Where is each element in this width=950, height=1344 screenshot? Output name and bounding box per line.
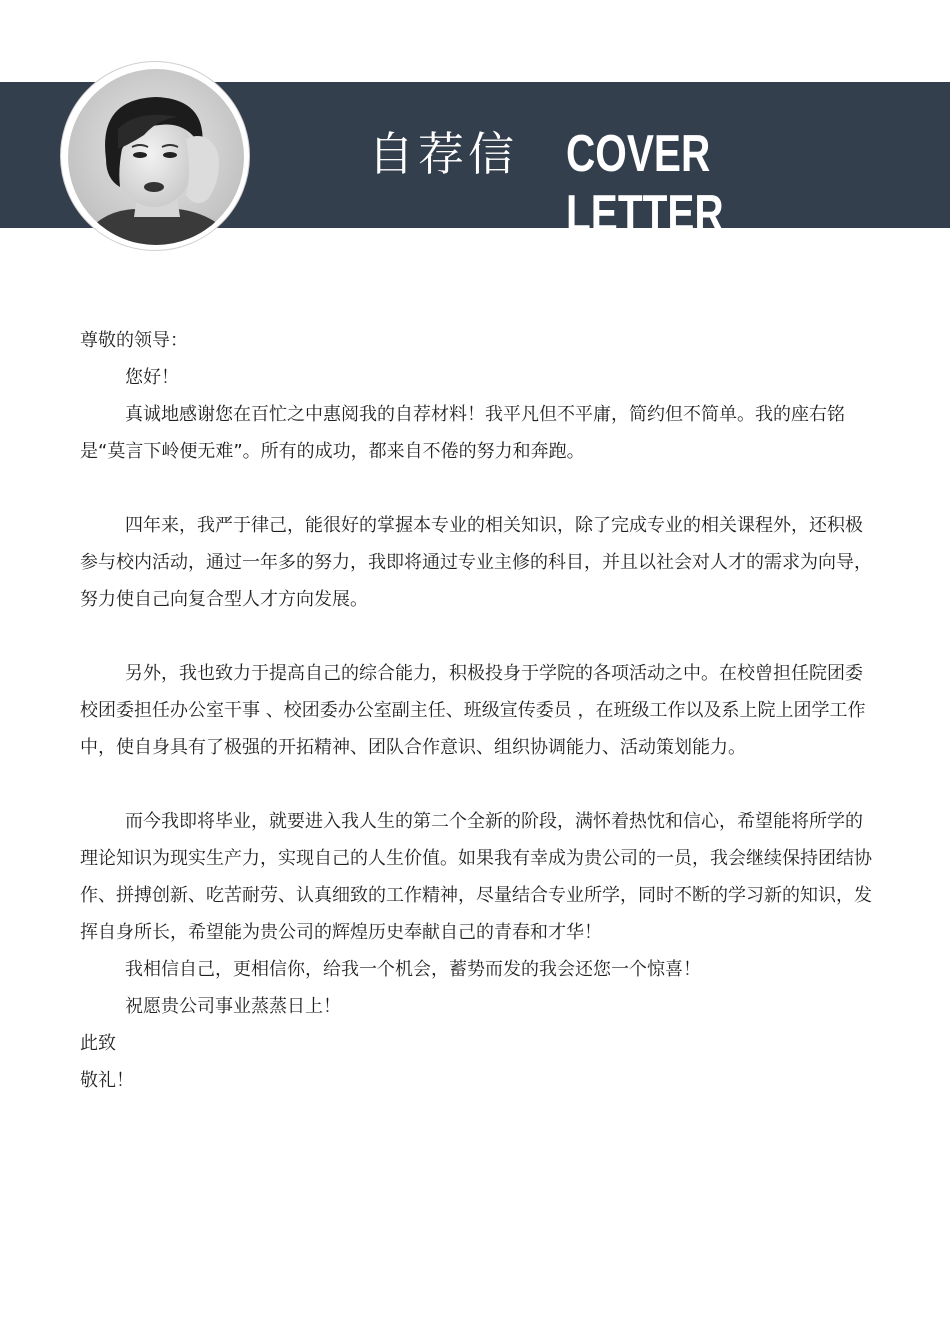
page-title-chinese: 自荐信 <box>368 127 518 181</box>
closing-1: 此致 <box>80 1033 116 1054</box>
paragraph-4: 而今我即将毕业，就要进入我人生的第二个全新的阶段，满怀着热忱和信心，希望能将所学的理论知识为现实生产力，实现自己的人生价值。如果我有幸成为贵公司的一员，我会继续保持团结协作、拼搏创新、吃苦耐劳、认真细致的工作精神，尽量结合专业所学，同时不断的学习新的知识，发挥自身所长，希望能为贵公司的辉煌历史奉献自己的青春和才华！ <box>80 811 872 943</box>
paragraph-3: 另外，我也致力于提高自己的综合能力，积极投身于学院的各项活动之中。在校曾担任院团委校团委担任办公室干事 、校团委办公室副主任、班级宣传委员 ，在班级工作以及系上院上团学工作中，使自身具有了极强的开拓精神、团队合作意识、组织协调能力、活动策划能力。 <box>80 663 866 758</box>
paragraph-6: 祝愿贵公司事业蒸蒸日上！ <box>125 996 341 1017</box>
salutation: 尊敬的领导： <box>80 330 188 351</box>
paragraph-5: 我相信自己，更相信你，给我一个机会，蓄势而发的我会还您一个惊喜！ <box>125 959 701 980</box>
closing-2: 敬礼！ <box>80 1070 134 1091</box>
avatar <box>60 61 250 251</box>
page-title-english: COVER LETTER <box>566 125 724 243</box>
paragraph-1: 真诚地感谢您在百忙之中惠阅我的自荐材料！我平凡但不平庸，简约但不简单。我的座右铭是“莫言下岭便无难”。所有的成功，都来自不倦的努力和奔跑。 <box>80 404 845 462</box>
portrait-photo-icon <box>68 69 244 245</box>
letter-body <box>80 322 880 1099</box>
greeting: 您好！ <box>125 367 179 388</box>
paragraph-2: 四年来，我严于律己，能很好的掌握本专业的相关知识，除了完成专业的相关课程外，还积极参与校内活动，通过一年多的努力，我即将通过专业主修的科目，并且以社会对人才的需求为向导，努力使自己向复合型人才方向发展。 <box>80 515 872 610</box>
